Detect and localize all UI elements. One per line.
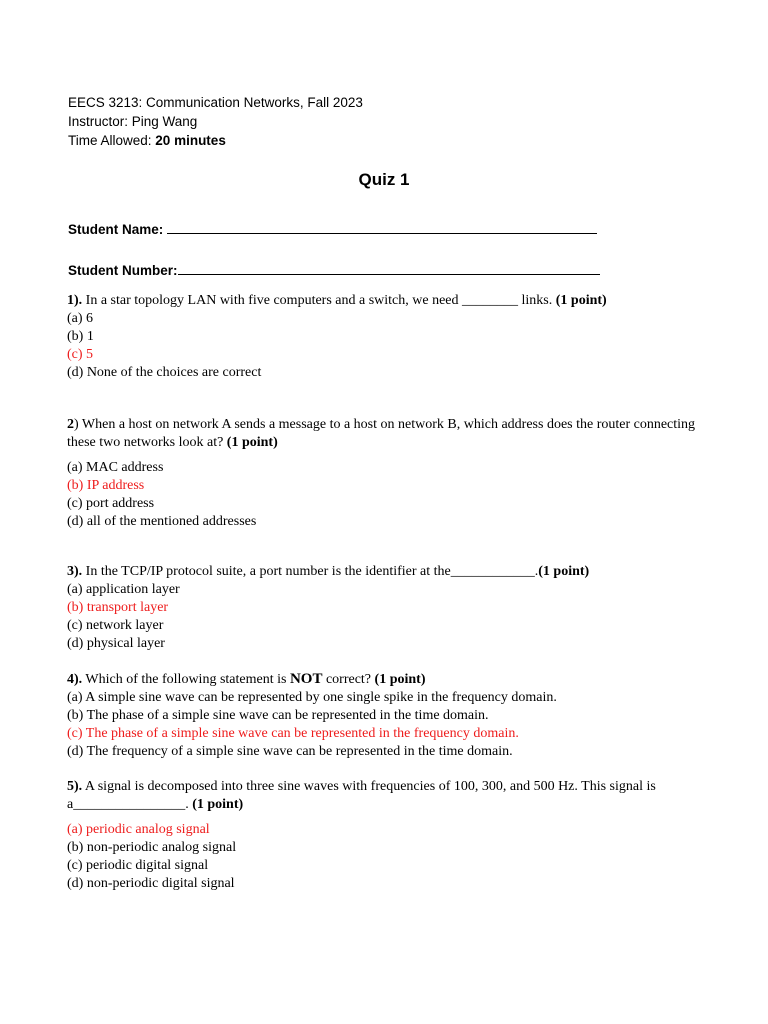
course-header <box>68 93 363 150</box>
question-points: (1 point) <box>555 293 607 308</box>
question-stem <box>67 292 707 310</box>
question-stem <box>67 670 707 689</box>
option-b-answer[interactable]: (b) transport layer <box>67 600 169 615</box>
question-text: In the TCP/IP protocol suite, a port number is the identifier at the____________. <box>82 564 539 579</box>
question-points: (1 point) <box>374 672 426 687</box>
question-number: 5). <box>67 779 83 794</box>
question-points: (1 point) <box>192 797 244 812</box>
option-a-answer[interactable]: (a) periodic analog signal <box>67 822 210 837</box>
option-c[interactable]: (c) periodic digital signal <box>67 858 209 873</box>
option-a[interactable]: (a) application layer <box>67 582 180 597</box>
question-points: (1 point) <box>538 564 590 579</box>
option-c[interactable]: (c) network layer <box>67 618 164 633</box>
option-b-answer[interactable]: (b) IP address <box>67 478 145 493</box>
question-3 <box>67 563 707 653</box>
option-d[interactable]: (d) physical layer <box>67 636 165 651</box>
question-text: In a star topology LAN with five computers and a switch, we need ________ links. <box>82 293 556 308</box>
question-number: 1). <box>67 293 83 308</box>
question-number: 2 <box>67 417 74 432</box>
question-points: (1 point) <box>226 435 278 450</box>
option-c-answer[interactable]: (c) 5 <box>67 347 94 362</box>
option-a[interactable]: (a) MAC address <box>67 460 164 475</box>
option-d[interactable]: (d) all of the mentioned addresses <box>67 514 257 529</box>
question-text: A signal is decomposed into three sine waves with frequencies of 100, 300, and 500 Hz. This signal is a________________. <box>67 779 656 812</box>
page-title: Quiz 1 <box>358 170 410 189</box>
option-b[interactable]: (b) non-periodic analog signal <box>67 840 237 855</box>
question-emphasis: NOT <box>289 671 323 687</box>
question-number: 3). <box>67 564 83 579</box>
question-text-pre: Which of the following statement is <box>82 672 290 687</box>
option-d[interactable]: (d) The frequency of a simple sine wave can be represented in the time domain. <box>67 744 513 759</box>
option-a[interactable]: (a) 6 <box>67 311 94 326</box>
question-number: 4). <box>67 672 83 687</box>
student-name-field <box>68 220 597 237</box>
question-text-post: correct? <box>322 672 375 687</box>
option-d[interactable]: (d) non-periodic digital signal <box>67 876 235 891</box>
course-title: EECS 3213: Communication Networks, Fall 2023 <box>68 95 363 110</box>
option-b[interactable]: (b) The phase of a simple sine wave can be represented in the time domain. <box>67 708 489 723</box>
question-5 <box>67 778 707 893</box>
time-allowed-line <box>68 131 363 150</box>
option-c-answer[interactable]: (c) The phase of a simple sine wave can be represented in the frequency domain. <box>67 726 519 741</box>
question-stem <box>67 416 707 452</box>
student-number-field <box>68 261 600 278</box>
student-name-label: Student Name: <box>68 222 168 237</box>
question-stem <box>67 563 707 581</box>
option-d[interactable]: (d) None of the choices are correct <box>67 365 262 380</box>
time-label: Time Allowed: <box>68 133 156 148</box>
question-4 <box>67 670 707 761</box>
student-number-label: Student Number: <box>68 263 178 278</box>
question-2 <box>67 416 707 531</box>
option-b[interactable]: (b) 1 <box>67 329 94 344</box>
student-name-blank[interactable] <box>167 220 597 234</box>
time-value: 20 minutes <box>155 133 226 148</box>
option-a[interactable]: (a) A simple sine wave can be represented by one single spike in the frequency domain. <box>67 690 557 705</box>
question-1 <box>67 292 707 382</box>
question-stem <box>67 778 707 814</box>
question-text: ) When a host on network A sends a message to a host on network B, which address does the router connecting these two networks look at? <box>67 417 696 450</box>
option-c[interactable]: (c) port address <box>67 496 155 511</box>
student-number-blank[interactable] <box>178 261 600 275</box>
instructor-line: Instructor: Ping Wang <box>68 114 198 129</box>
